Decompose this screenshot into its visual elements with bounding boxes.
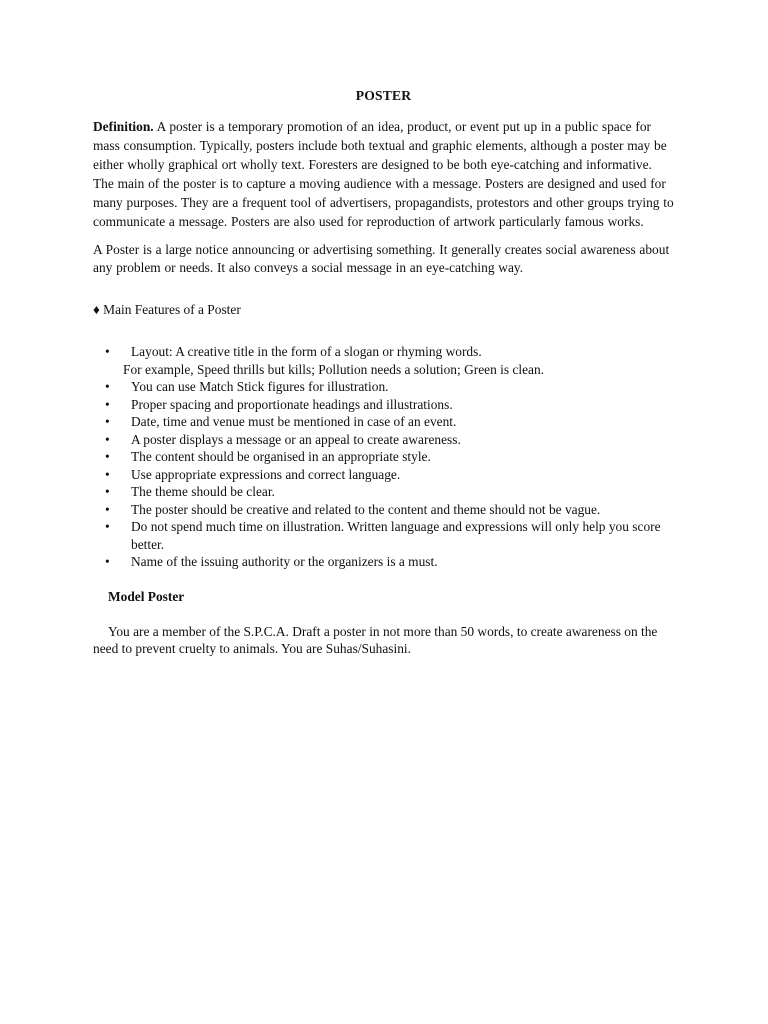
- bullet-icon: •: [105, 554, 110, 569]
- list-item: [93, 343, 674, 378]
- list-item: [93, 553, 674, 571]
- features-list: [93, 343, 674, 571]
- list-item: [93, 431, 674, 449]
- list-item-text: A poster displays a message or an appeal to create awareness.: [131, 431, 461, 447]
- definition-label: Definition.: [93, 119, 154, 134]
- task-paragraph: You are a member of the S.P.C.A. Draft a poster in not more than 50 words, to create awareness on the need to prevent cruelty to animals. You are Suhas/Suhasini.: [93, 623, 658, 656]
- list-item: [93, 518, 674, 553]
- list-item: [93, 501, 674, 519]
- list-item-text: You can use Match Stick figures for illustration.: [131, 379, 389, 394]
- list-item-text: Proper spacing and proportionate headings and illustrations.: [131, 396, 453, 412]
- list-item: [93, 413, 674, 431]
- bullet-icon: •: [105, 466, 110, 482]
- bullet-icon: •: [105, 449, 110, 464]
- bullet-icon: •: [105, 501, 110, 517]
- description-paragraph: A Poster is a large notice announcing or advertising something. It generally creates social awareness about any problem or needs. It also conveys a social message in an eye-catching way.: [93, 242, 670, 275]
- list-item-text: Do not spend much time on illustration. Written language and expressions will only help you score better.: [131, 519, 661, 552]
- list-item: [93, 378, 674, 396]
- list-item: [93, 466, 674, 484]
- bullet-icon: •: [105, 344, 110, 359]
- list-item-text: Date, time and venue must be mentioned in case of an event.: [131, 414, 457, 429]
- bullet-icon: •: [105, 379, 110, 394]
- list-item-text: Use appropriate expressions and correct language.: [131, 466, 401, 482]
- model-poster-heading: Model Poster: [108, 588, 185, 604]
- list-item: [93, 448, 674, 466]
- list-item-text: The theme should be clear.: [131, 484, 275, 499]
- bullet-icon: •: [105, 431, 110, 447]
- list-item-text: The poster should be creative and related to the content and theme should not be vague.: [131, 501, 601, 517]
- list-item: [93, 396, 674, 414]
- list-item-text: The content should be organised in an appropriate style.: [131, 449, 431, 464]
- bullet-icon: •: [105, 414, 110, 429]
- definition-paragraph: [93, 117, 674, 231]
- bullet-icon: •: [105, 396, 110, 412]
- list-item-text: Layout: A creative title in the form of a slogan or rhyming words.: [131, 344, 482, 359]
- definition-text: A poster is a temporary promotion of an idea, product, or event put up in a public space for mass consumption. Typically, posters include both textual and graphic elements, although a poster may be either wholly graphical ort wholly text. Foresters are designed to be both eye-catching and informative. The main of the poster is to capture a moving audience with a message. Posters are designed and used for many purposes. They are a frequent tool of advertisers, propagandists, protestors and other groups trying to communicate a message. Posters are also used for reproduction of artwork particularly famous works.: [93, 119, 674, 229]
- bullet-icon: •: [105, 519, 110, 534]
- bullet-icon: •: [105, 484, 110, 499]
- features-heading: ♦ Main Features of a Poster: [93, 302, 241, 317]
- page-title: POSTER: [355, 88, 412, 103]
- list-item-text: Name of the issuing authority or the organizers is a must.: [131, 554, 438, 569]
- list-item: [93, 483, 674, 501]
- list-item-example: For example, Speed thrills but kills; Pollution needs a solution; Green is clean.: [123, 361, 545, 377]
